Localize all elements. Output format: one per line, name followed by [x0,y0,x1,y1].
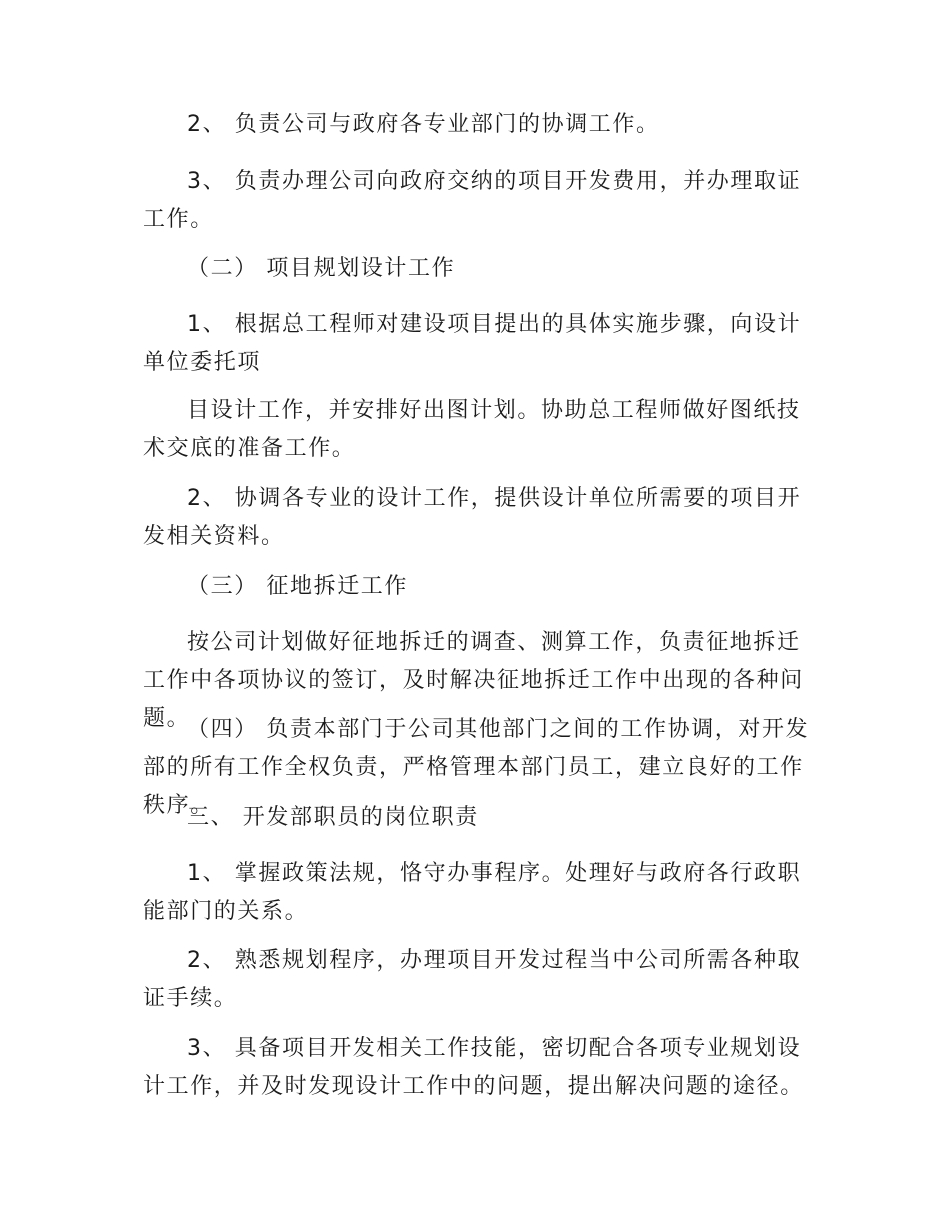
paragraph-2-coordination: 2、 负责公司与政府各专业部门的协调工作。 [187,112,660,137]
section-heading-land-acquisition: （三） 征地拆迁工作 [187,574,408,599]
paragraph-3-fees-and-permits: 3、 负责办理公司向政府交纳的项目开发费用，并办理取证工作。 [143,169,802,232]
paragraph-2-planning-procedure: 2、 熟悉规划程序，办理项目开发过程当中公司所需各种取证手续。 [143,948,802,1011]
paragraph-1-policy-regulations: 1、 掌握政策法规，恪守办事程序。处理好与政府各行政职能部门的关系。 [143,861,802,924]
section-heading-staff-duties: 三、 开发部职员的岗位职责 [187,805,479,830]
paragraph-1-design-commission: 1、 根据总工程师对建设项目提出的具体实施步骤，向设计单位委托项 [143,312,802,375]
paragraph-section-4-coordination: （四） 负责本部门于公司其他部门之间的工作协调，对开发部的所有工作全权负责，严格管理本部门员工，建立良好的工作秩序。 [143,717,810,818]
paragraph-3-skills: 3、 具备项目开发相关工作技能，密切配合各项专业规划设计工作，并及时发现设计工作中的问题，提出解决问题的途径。 [143,1036,804,1099]
section-heading-planning-design: （二） 项目规划设计工作 [187,256,456,281]
paragraph-land-acquisition: 按公司计划做好征地拆迁的调查、测算工作，负责征地拆迁工作中各项协议的签订，及时解决征地拆迁工作中出现的各种问题。 [143,630,804,731]
paragraph-design-continuation: 目设计工作，并安排好出图计划。协助总工程师做好图纸技术交底的准备工作。 [143,398,801,461]
paragraph-2-design-coordination: 2、 协调各专业的设计工作，提供设计单位所需要的项目开发相关资料。 [143,486,802,549]
